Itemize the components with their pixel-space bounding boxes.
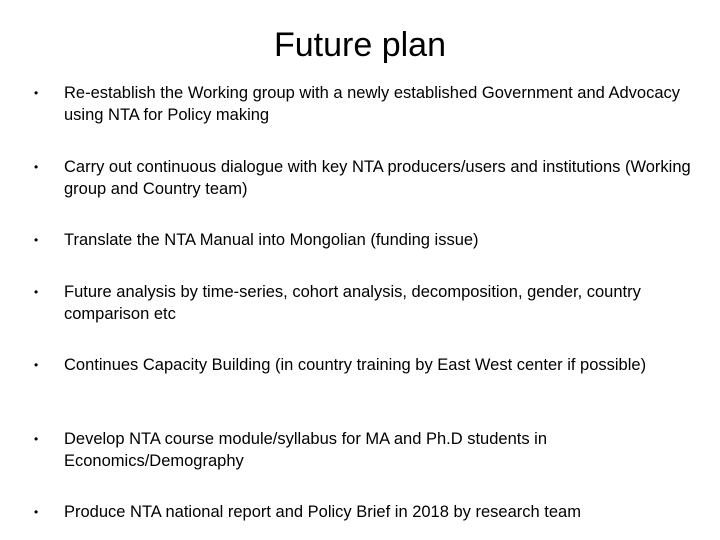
bullet-icon: • bbox=[34, 285, 39, 299]
bullet-text: Develop NTA course module/syllabus for MA and Ph.D students in Economics/Demography bbox=[64, 430, 548, 470]
bullet-text: Future analysis by time-series, cohort analysis, decomposition, gender, country comparison etc bbox=[64, 283, 641, 323]
bullet-icon: • bbox=[34, 86, 39, 100]
bullet-icon: • bbox=[34, 505, 39, 519]
bullet-text: Continues Capacity Building (in country training by East West center if possible) bbox=[64, 356, 647, 374]
bullet-text: Translate the NTA Manual into Mongolian (funding issue) bbox=[64, 231, 479, 249]
bullet-text: Produce NTA national report and Policy Brief in 2018 by research team bbox=[64, 503, 581, 521]
bullet-text: Carry out continuous dialogue with key NTA producers/users and institutions (Working group and Country team) bbox=[64, 158, 691, 198]
bullet-icon: • bbox=[34, 432, 39, 446]
bullet-text: Re-establish the Working group with a newly established Government and Advocacy using NTA for Policy making bbox=[64, 84, 681, 124]
bullet-icon: • bbox=[34, 233, 39, 247]
bullet-icon: • bbox=[34, 358, 39, 372]
bullet-icon: • bbox=[34, 160, 39, 174]
slide-title: Future plan bbox=[274, 26, 446, 64]
